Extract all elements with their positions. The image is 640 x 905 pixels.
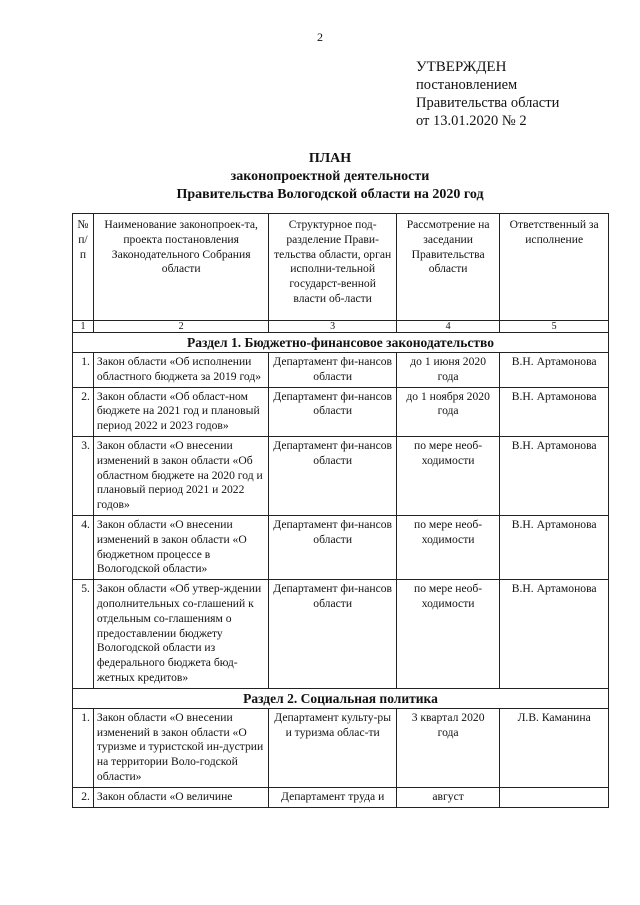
row-department: Департамент труда и [269,787,396,807]
row-responsible [500,787,609,807]
row-number: 2. [73,787,94,807]
approval-block [416,58,559,130]
section-title: Раздел 2. Социальная политика [73,688,609,708]
row-department: Департамент фи-нансов области [269,580,396,689]
row-review: до 1 июня 2020 года [396,353,499,388]
row-responsible: В.Н. Артамонова [500,353,609,388]
row-department: Департамент фи-нансов области [269,515,396,579]
row-responsible: В.Н. Артамонова [500,580,609,689]
row-review: по мере необ-ходимости [396,580,499,689]
plan-title-subject: законопроектной деятельности [230,169,430,184]
approval-line-government: Правительства области [416,95,560,111]
column-number: 4 [396,321,499,333]
row-number: 1. [73,353,94,388]
row-review: по мере необ-ходимости [396,515,499,579]
approval-line-resolution: постановлением [416,77,518,93]
row-department: Департамент фи-нансов области [269,353,396,388]
row-number: 1. [73,708,94,787]
section-header-row [73,333,609,353]
plan-title-main: ПЛАН [308,151,352,166]
table-row [73,387,609,436]
row-number: 3. [73,436,94,515]
row-name: Закон области «О внесении изменений в закон области «О бюджетном процессе в Вологодской области» [93,515,269,579]
row-name: Закон области «О внесении изменений в закон области «Об областном бюджете на 2020 год и плановый период 2021 и 2022 годов» [93,436,269,515]
plan-table [72,213,609,808]
row-name: Закон области «Об област-ном бюджете на 2021 год и плановый период 2022 и 2023 годов» [93,387,269,436]
column-number: 1 [73,321,94,333]
row-review: 3 квартал 2020 года [396,708,499,787]
row-department: Департамент культу-ры и туризма облас-ти [269,708,396,787]
row-responsible: В.Н. Артамонова [500,436,609,515]
row-number: 5. [73,580,94,689]
header-number: № п/п [73,214,94,321]
row-review: август [396,787,499,807]
section-header-row [73,688,609,708]
plan-title [0,150,640,204]
row-name: Закон области «О внесении изменений в закон области «О туризме и туристской ин-дустрии на территории Воло-годской области» [93,708,269,787]
table-row [73,353,609,388]
header-responsible: Ответственный за исполнение [500,214,609,321]
row-review: по мере необ-ходимости [396,436,499,515]
column-number: 3 [269,321,396,333]
table-row [73,515,609,579]
row-review: до 1 ноября 2020 года [396,387,499,436]
table-row [73,436,609,515]
column-number-row [73,321,609,333]
row-department: Департамент фи-нансов области [269,436,396,515]
plan-title-scope: Правительства Вологодской области на 2020 год [176,187,484,202]
table-row [73,580,609,689]
row-responsible: В.Н. Артамонова [500,515,609,579]
approval-line-date: от 13.01.2020 № 2 [416,113,527,129]
section-title: Раздел 1. Бюджетно-финансовое законодательство [73,333,609,353]
column-number: 2 [93,321,269,333]
table-row [73,708,609,787]
row-number: 4. [73,515,94,579]
table-row [73,787,609,807]
row-number: 2. [73,387,94,436]
row-responsible: В.Н. Артамонова [500,387,609,436]
row-name: Закон области «О величине [93,787,269,807]
column-number: 5 [500,321,609,333]
row-department: Департамент фи-нансов области [269,387,396,436]
approval-line-approved: УТВЕРЖДЕН [416,59,507,75]
row-name: Закон области «Об утвер-ждении дополнительных со-глашений к отдельным со-глашениям о предоставлении бюджету Вологодской области из федерального бюджета бюд-жетных кредитов» [93,580,269,689]
page-number: 2 [317,30,323,44]
header-review: Рассмотрение на заседании Правительства области [396,214,499,321]
header-name: Наименование законопроек-та, проекта постановления Законодательного Собрания области [93,214,269,321]
header-department: Структурное под-разделение Прави-тельства области, орган исполни-тельной государст-венной власти об-ласти [269,214,396,321]
row-responsible: Л.В. Каманина [500,708,609,787]
table-header-row [73,214,609,321]
row-name: Закон области «Об исполнении областного бюджета за 2019 год» [93,353,269,388]
